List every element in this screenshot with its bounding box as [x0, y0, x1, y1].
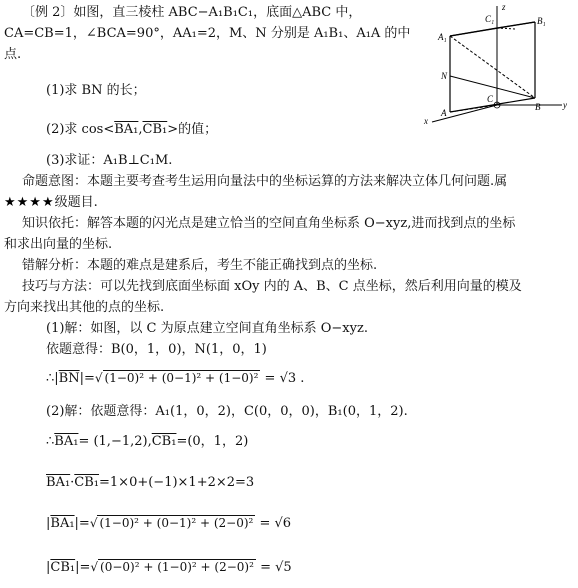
dot-sep: ·: [70, 475, 75, 490]
mod-ba1-vec: BA₁: [50, 516, 75, 531]
method-line-1: 技巧与方法：可以先找到底面坐标面 xOy 内的 A、B、C 点坐标，然后利用向量的模及: [22, 279, 522, 294]
mod-cb1-vec: CB₁: [50, 560, 76, 575]
mod-cb1-line: [46, 559, 292, 576]
mod-ba1-sqrt: √ (1−0)² + (0−1)² + (2−0)²: [89, 516, 254, 530]
label-n: N: [441, 71, 448, 81]
solution1-line-1: (1)解：如图，以 C 为原点建立空间直角坐标系 O−xyz.: [46, 321, 368, 336]
label-y: y: [563, 100, 567, 110]
mod-ba1-mid: |=: [74, 516, 90, 531]
bn-vector: $\overline{BN}$: [58, 371, 80, 386]
mod-cb1-radicand: (0−0)² + (1−0)² + (2−0)²: [100, 560, 254, 574]
solution1-line-2: 依题意得：B(0，1，0)，N(1，0，1): [46, 342, 267, 357]
intent-line-2: [4, 194, 98, 211]
label-b: B: [535, 102, 541, 112]
mod-cb1-mid: |=: [75, 560, 91, 575]
problem-line-2: CA=CB=1，∠BCA=90°，AA₁=2，M、N 分别是 A₁B₁、A₁A 的中: [4, 26, 411, 41]
q2-sep: ,: [138, 122, 143, 137]
bn-pre: ∴|: [46, 371, 59, 386]
label-c1: C₁: [485, 14, 495, 24]
bn-length-formula: [46, 370, 304, 387]
bn-result: = √3 .: [264, 371, 305, 386]
vec-cb1: CB₁: [151, 434, 177, 449]
error-line-1: 错解分析：本题的难点是建系后，考生不能正确找到点的坐标.: [22, 258, 378, 273]
prism-figure: [422, 0, 572, 125]
vec-ba1-value: = (1,−1,2),: [78, 434, 152, 449]
label-a: A: [441, 108, 447, 118]
intent-line-1: 命题意图：本题主要考查考生运用向量法中的坐标运算的方法来解决立体几何问题.属: [22, 174, 508, 189]
vec-cb1-value: =(0，1，2): [176, 434, 249, 449]
problem-line-1: 〔例 2〕如图，直三棱柱 ABC−A₁B₁C₁，底面△ABC 中，: [22, 5, 362, 20]
mod-ba1-pre: |: [46, 516, 51, 531]
dot-ba1: BA₁: [46, 475, 71, 490]
mod-cb1-pre: |: [46, 560, 51, 575]
question-3: (3)求证：A₁B⊥C₁M.: [46, 153, 173, 168]
method-line-2: 方向来找出其他的点的坐标.: [4, 300, 165, 315]
knowledge-line-1: 知识依托：解答本题的闪光点是建立恰当的空间直角坐标系 O−xyz,进而找到点的坐标: [22, 216, 516, 231]
intent-suffix: 级题目.: [54, 195, 98, 210]
label-c: C: [487, 94, 494, 104]
label-a1: A₁: [438, 32, 447, 42]
bn-sqrt: √ (1−0)² + (0−1)² + (1−0)²: [94, 371, 259, 385]
bn-radicand: (1−0)² + (0−1)² + (1−0)²: [104, 371, 259, 385]
dot-cb1: CB₁: [74, 475, 100, 490]
q2-pre: (2)求 cos<: [46, 122, 115, 137]
label-z: z: [502, 2, 506, 12]
question-1: (1)求 BN 的长；: [46, 83, 146, 98]
dot-product-line: [46, 474, 254, 491]
mod-cb1-result: = √5: [260, 560, 292, 575]
knowledge-line-2: 和求出向量的坐标.: [4, 237, 113, 252]
vec-ba1: BA₁: [54, 434, 79, 449]
label-x: x: [424, 116, 428, 125]
dot-value: =1×0+(−1)×1+2×2=3: [99, 475, 255, 490]
bn-mid: |=: [79, 371, 95, 386]
vectors-line: [46, 433, 248, 450]
mod-cb1-sqrt: √ (0−0)² + (1−0)² + (2−0)²: [90, 560, 254, 574]
vec-pre: ∴: [46, 434, 55, 449]
difficulty-stars: ★★★★: [4, 195, 55, 210]
label-b1: B₁: [537, 16, 546, 26]
q2-post: >的值；: [167, 122, 218, 137]
mod-ba1-result: = √6: [259, 516, 292, 531]
mod-ba1-line: [46, 515, 291, 532]
question-2: [46, 121, 217, 138]
solution2-line-1: (2)解：依题意得：A₁(1，0，2)，C(0，0，0)，B₁(0，1，2).: [46, 404, 408, 419]
q2-vec-cb1: CB₁: [142, 122, 168, 137]
problem-line-3: 点.: [4, 47, 22, 62]
q2-vec-ba1: BA₁: [114, 122, 139, 137]
mod-ba1-radicand: (1−0)² + (0−1)² + (2−0)²: [99, 516, 254, 530]
